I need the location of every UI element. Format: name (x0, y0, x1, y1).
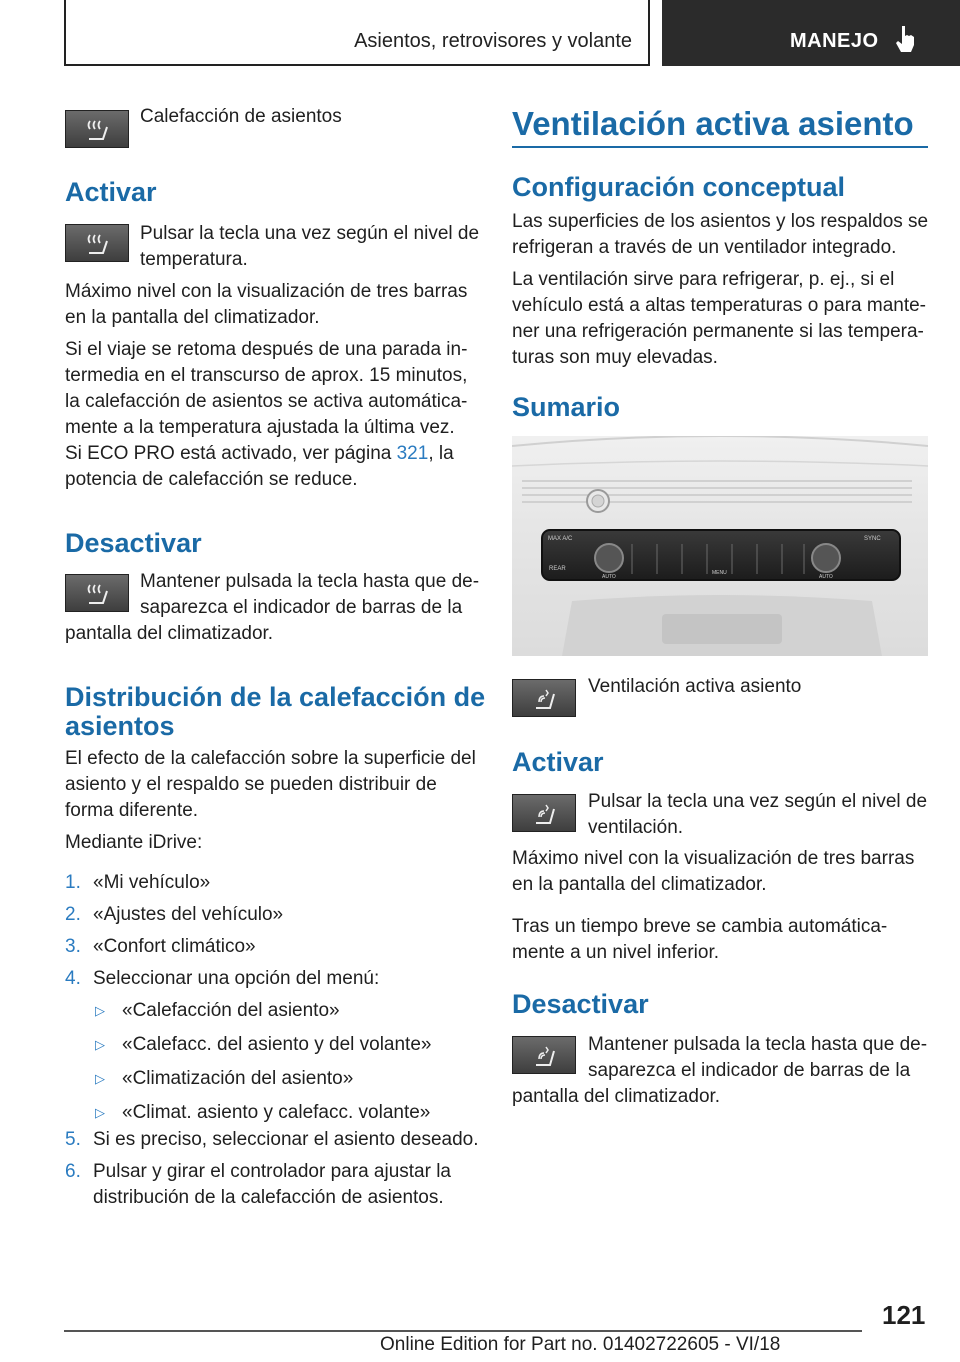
right-concepto-p1-l2: refrigeran a través de un ventilador integrado. (512, 237, 897, 258)
right-concepto-p2-l2: vehículo está a altas temperaturas o para mante‐ (512, 295, 927, 316)
seat-heating-button-image (65, 110, 129, 148)
step-text: Seleccionar una opción del menú: (93, 968, 380, 989)
panel-label-auto-right: AUTO (819, 574, 833, 580)
seat-ventilation-button-image (512, 794, 576, 832)
right-activar-heading: Activar (512, 747, 604, 777)
left-distribucion-p1-l1: El efecto de la calefacción sobre la superficie del (65, 748, 476, 769)
step-number: 5. (65, 1129, 81, 1150)
bullet-arrow-icon: ▷ (95, 1037, 105, 1052)
right-desactivar-p1-l1: Mantener pulsada la tecla hasta que de‐ (588, 1034, 928, 1055)
step-number: 4. (65, 968, 81, 989)
right-desactivar-p1-l2: saparezca el indicador de barras de la (588, 1060, 911, 1081)
left-activar-p1-l1: Pulsar la tecla una vez según el nivel de (140, 223, 480, 244)
seat-heating-icon (86, 581, 110, 607)
left-desactivar-p1-l3: pantalla del climatizador. (65, 623, 274, 644)
footer-rule (64, 1330, 862, 1332)
left-distribucion-heading-l2: asientos (65, 711, 175, 741)
left-activar-p4-l2: potencia de calefacción se reduce. (65, 469, 358, 490)
step-text: «Ajustes del vehículo» (93, 904, 284, 925)
seat-heating-button-image (65, 224, 129, 262)
left-activar-p4-l1: Si ECO PRO está activado, ver página 321, la (65, 443, 454, 464)
step-number: 2. (65, 904, 81, 925)
left-activar-p3-l4: mente a la temperatura ajustada la última vez. (65, 417, 455, 438)
step-text: «Confort climático» (93, 936, 256, 957)
seat-ventilation-icon (533, 1043, 557, 1069)
hand-pointer-icon (894, 24, 918, 54)
title-rule (512, 146, 928, 148)
left-activar-p3-l2: termedia en el transcurso de aprox. 15 minutos, (65, 365, 468, 386)
left-activar-p3-l1: Si el viaje se retoma después de una parada in‐ (65, 339, 468, 360)
step-text: Si es preciso, seleccionar el asiento deseado. (93, 1129, 479, 1150)
left-activar-p1-l2: temperatura. (140, 249, 248, 270)
right-sumario-heading: Sumario (512, 392, 621, 422)
left-distribucion-p1-l3: forma diferente. (65, 800, 199, 821)
option-text: «Climat. asiento y calefacc. volante» (122, 1102, 431, 1123)
page-link-321[interactable]: 321 (396, 443, 429, 464)
section-title: Asientos, retrovisores y volante (354, 30, 632, 52)
left-distribucion-p2: Mediante iDrive: (65, 832, 203, 853)
left-distribucion-heading-l1: Distribución de la calefacción de (65, 682, 486, 712)
left-activar-heading: Activar (65, 177, 157, 207)
header-chapter-tab[interactable] (662, 0, 960, 66)
right-desactivar-p1-l3: pantalla del climatizador. (512, 1086, 721, 1107)
seat-ventilation-button-image (512, 679, 576, 717)
header-left-box (64, 0, 650, 66)
right-activar-p2-l2: en la pantalla del climatizador. (512, 874, 767, 895)
climate-panel-photo (512, 436, 928, 656)
step-number: 6. (65, 1161, 81, 1182)
left-desactivar-heading: Desactivar (65, 528, 202, 558)
step-number: 3. (65, 936, 81, 957)
left-desactivar-p1-l2: saparezca el indicador de barras de la (140, 597, 463, 618)
right-desactivar-heading: Desactivar (512, 989, 649, 1019)
panel-label-menu: MENU (712, 570, 727, 576)
seat-heating-button-image (65, 574, 129, 612)
panel-label-max-ac: MAX A/C (548, 536, 573, 542)
seat-ventilation-icon (533, 686, 557, 712)
option-text: «Calefacción del asiento» (122, 1000, 340, 1021)
step-number: 1. (65, 872, 81, 893)
right-caption: Ventilación activa asiento (588, 676, 802, 697)
bullet-arrow-icon: ▷ (95, 1105, 105, 1120)
climate-panel-illustration (512, 436, 928, 656)
option-text: «Calefacc. del asiento y del volante» (122, 1034, 432, 1055)
panel-label-rear: REAR (549, 566, 566, 572)
panel-label-sync: SYNC (864, 536, 881, 542)
bullet-arrow-icon: ▷ (95, 1071, 105, 1086)
step-text: distribución de la calefacción de asientos. (93, 1187, 444, 1208)
right-concepto-p2-l4: turas son muy elevadas. (512, 347, 718, 368)
seat-ventilation-icon (533, 801, 557, 827)
right-concepto-p1-l1: Las superficies de los asientos y los respaldos se (512, 211, 929, 232)
left-activar-p2-l1: Máximo nivel con la visualización de tres barras (65, 281, 468, 302)
footer-edition: Online Edition for Part no. 01402722605 - VI/18 (380, 1334, 781, 1355)
seat-ventilation-button-image (512, 1036, 576, 1074)
right-activar-p3-l2: mente a un nivel inferior. (512, 942, 720, 963)
seat-heating-icon (86, 117, 110, 143)
option-text: «Climatización del asiento» (122, 1068, 354, 1089)
chapter-label: MANEJO (790, 30, 879, 52)
step-text: Pulsar y girar el controlador para ajustar la (93, 1161, 452, 1182)
right-activar-p2-l1: Máximo nivel con la visualización de tres barras (512, 848, 915, 869)
step-text: «Mi vehículo» (93, 872, 211, 893)
right-concepto-p2-l1: La ventilación sirve para refrigerar, p. ej., si el (512, 269, 895, 290)
left-caption: Calefacción de asientos (140, 106, 342, 127)
left-activar-p3-l3: la calefacción de asientos se activa automática‐ (65, 391, 468, 412)
right-title: Ventilación activa asiento (512, 105, 914, 142)
right-concepto-heading: Configuración conceptual (512, 172, 846, 202)
left-activar-p2-l2: en la pantalla del climatizador. (65, 307, 320, 328)
page-number: 121 (882, 1300, 926, 1330)
right-activar-p3-l1: Tras un tiempo breve se cambia automática‐ (512, 916, 888, 937)
right-activar-p1-l1: Pulsar la tecla una vez según el nivel de (588, 791, 928, 812)
bullet-arrow-icon: ▷ (95, 1003, 105, 1018)
seat-heating-icon (86, 231, 110, 257)
right-concepto-p2-l3: ner una refrigeración permanente si las tempera‐ (512, 321, 924, 342)
panel-label-auto-left: AUTO (602, 574, 616, 580)
left-distribucion-p1-l2: asiento y el respaldo se pueden distribuir de (65, 774, 437, 795)
left-desactivar-p1-l1: Mantener pulsada la tecla hasta que de‐ (140, 571, 480, 592)
right-activar-p1-l2: ventilación. (588, 817, 684, 838)
